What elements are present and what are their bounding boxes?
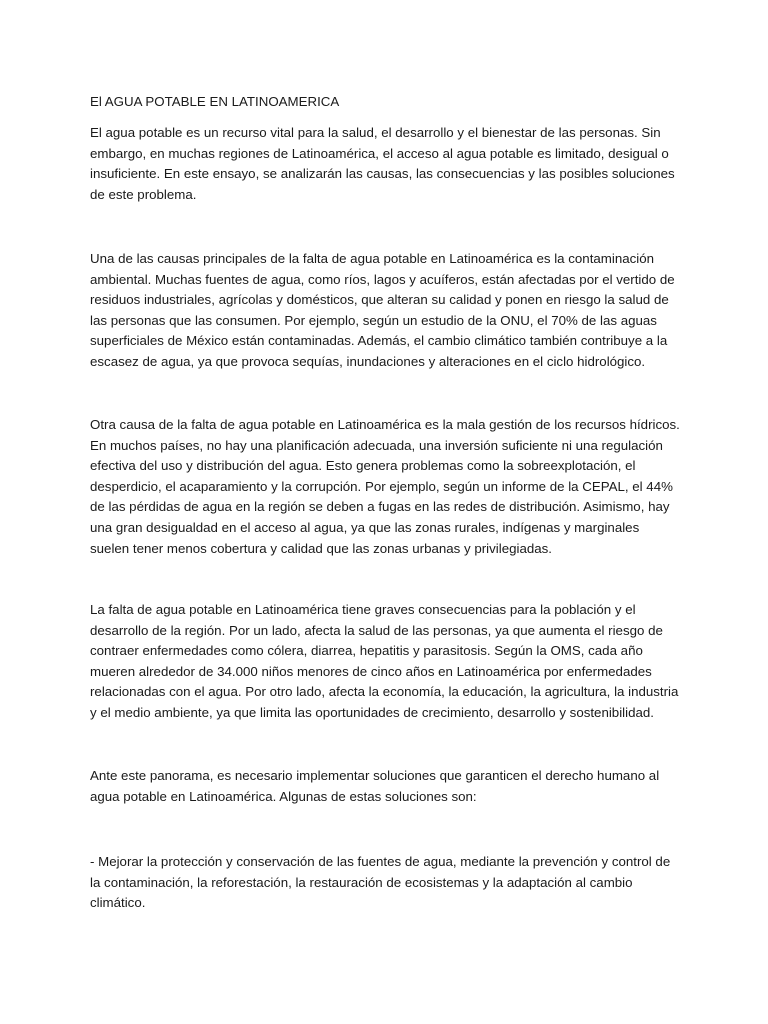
paragraph-management-cause: Otra causa de la falta de agua potable en Latinoamérica es la mala gestión de los recursos hídricos. En muchos países, no hay una planificación adecuada, una inversión suficiente ni una regulación efectiva del uso y distribución del agua. Esto genera problemas como la sobreexplotación, el desperdicio, el acaparamiento y la corrupción. Por ejemplo, según un informe de la CEPAL, el 44% de las pérdidas de agua en la región se deben a fugas en las redes de distribución. Asimismo, hay una gran desigualdad en el acceso al agua, ya que las zonas rurales, indígenas y marginales suelen tener menos cobertura y calidad que las zonas urbanas y privilegiadas. (90, 417, 680, 556)
paragraph-solutions-intro: Ante este panorama, es necesario implementar soluciones que garanticen el derecho humano al agua potable en Latinoamérica. Algunas de estas soluciones son: (90, 768, 660, 804)
paragraph-introduction: El agua potable es un recurso vital para la salud, el desarrollo y el bienestar de las personas. Sin embargo, en muchas regiones de Latinoamérica, el acceso al agua potable es limitado, desigual o insuficiente. En este ensayo, se analizarán las causas, las consecuencias y las posibles soluciones de este problema. (90, 125, 675, 202)
paragraph-solution-item: - Mejorar la protección y conservación de las fuentes de agua, mediante la prevención y control de la contaminación, la reforestación, la restauración de ecosistemas y la adaptación al cambio climático. (90, 854, 671, 911)
paragraph-consequences: La falta de agua potable en Latinoamérica tiene graves consecuencias para la población y el desarrollo de la región. Por un lado, afecta la salud de las personas, ya que aumenta el riesgo de contraer enfermedades como cólera, diarrea, hepatitis y parasitosis. Según la OMS, cada año mueren alrededor de 34.000 niños menores de cinco años en Latinoamérica por enfermedades relacionadas con el agua. Por otro lado, afecta la economía, la educación, la agricultura, la industria y el medio ambiente, ya que limita las oportunidades de crecimiento, desarrollo y sostenibilidad. (90, 602, 679, 720)
document-title: El AGUA POTABLE EN LATINOAMERICA (90, 94, 340, 109)
paragraph-contamination-cause: Una de las causas principales de la falta de agua potable en Latinoamérica es la contaminación ambiental. Muchas fuentes de agua, como ríos, lagos y acuíferos, están afectadas por el vertido de residuos industriales, agrícolas y domésticos, que alteran su calidad y ponen en riesgo la salud de las personas que las consumen. Por ejemplo, según un estudio de la ONU, el 70% de las aguas superficiales de México están contaminadas. Además, el cambio climático también contribuye a la escasez de agua, ya que provoca sequías, inundaciones y alteraciones en el ciclo hidrológico. (90, 251, 675, 369)
